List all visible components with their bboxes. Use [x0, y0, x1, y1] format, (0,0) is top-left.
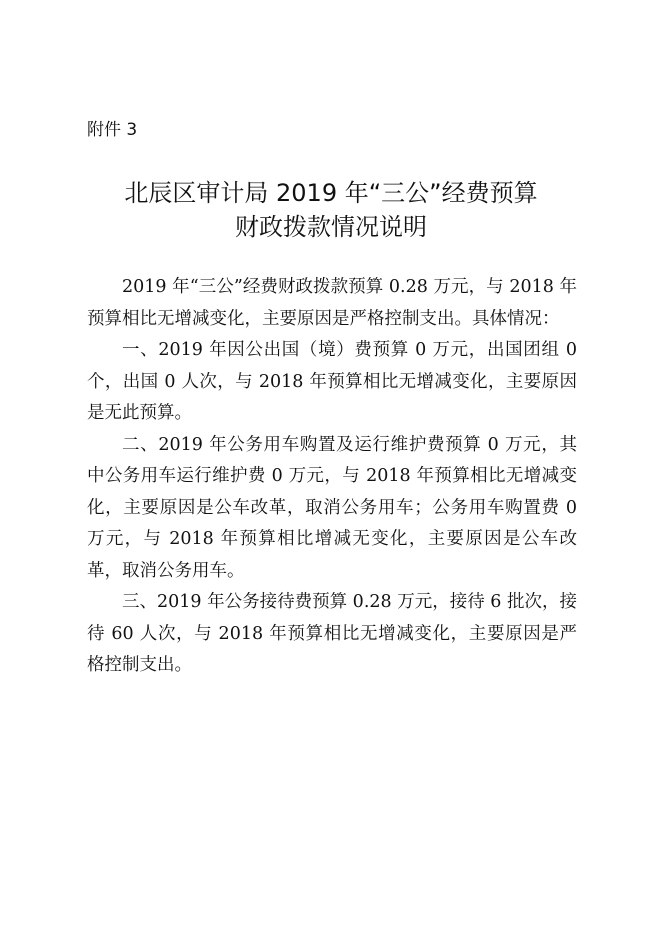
document-body	[87, 272, 577, 682]
document-title-line-2: 财政拨款情况说明	[235, 213, 427, 241]
document-title-line-1: 北辰区审计局 2019 年“三公”经费预算	[124, 179, 538, 207]
attachment-label: 附件 3	[87, 120, 138, 140]
paragraph-overseas-travel: 一、2019 年因公出国（境）费预算 0 万元，出国团组 0 个，出国 0 人次，与 2018 年预算相比无增减变化，主要原因是无此预算。	[87, 340, 577, 423]
paragraph-official-vehicles: 二、2019 年公务用车购置及运行维护费预算 0 万元，其中公务用车运行维护费 0 万元，与 2018 年预算相比无增减变化，主要原因是公车改革，取消公务用车；公务用车购置费 0 万元，与 2018 年预算相比增减无变化，主要原因是公车改革，取消公务用车。	[87, 434, 577, 581]
paragraph-summary: 2019 年“三公”经费财政拨款预算 0.28 万元，与 2018 年预算相比无增减变化，主要原因是严格控制支出。具体情况：	[87, 277, 577, 329]
paragraph-official-reception: 三、2019 年公务接待费预算 0.28 万元，接待 6 批次，接待 60 人次，与 2018 年预算相比无增减变化，主要原因是严格控制支出。	[87, 592, 577, 675]
